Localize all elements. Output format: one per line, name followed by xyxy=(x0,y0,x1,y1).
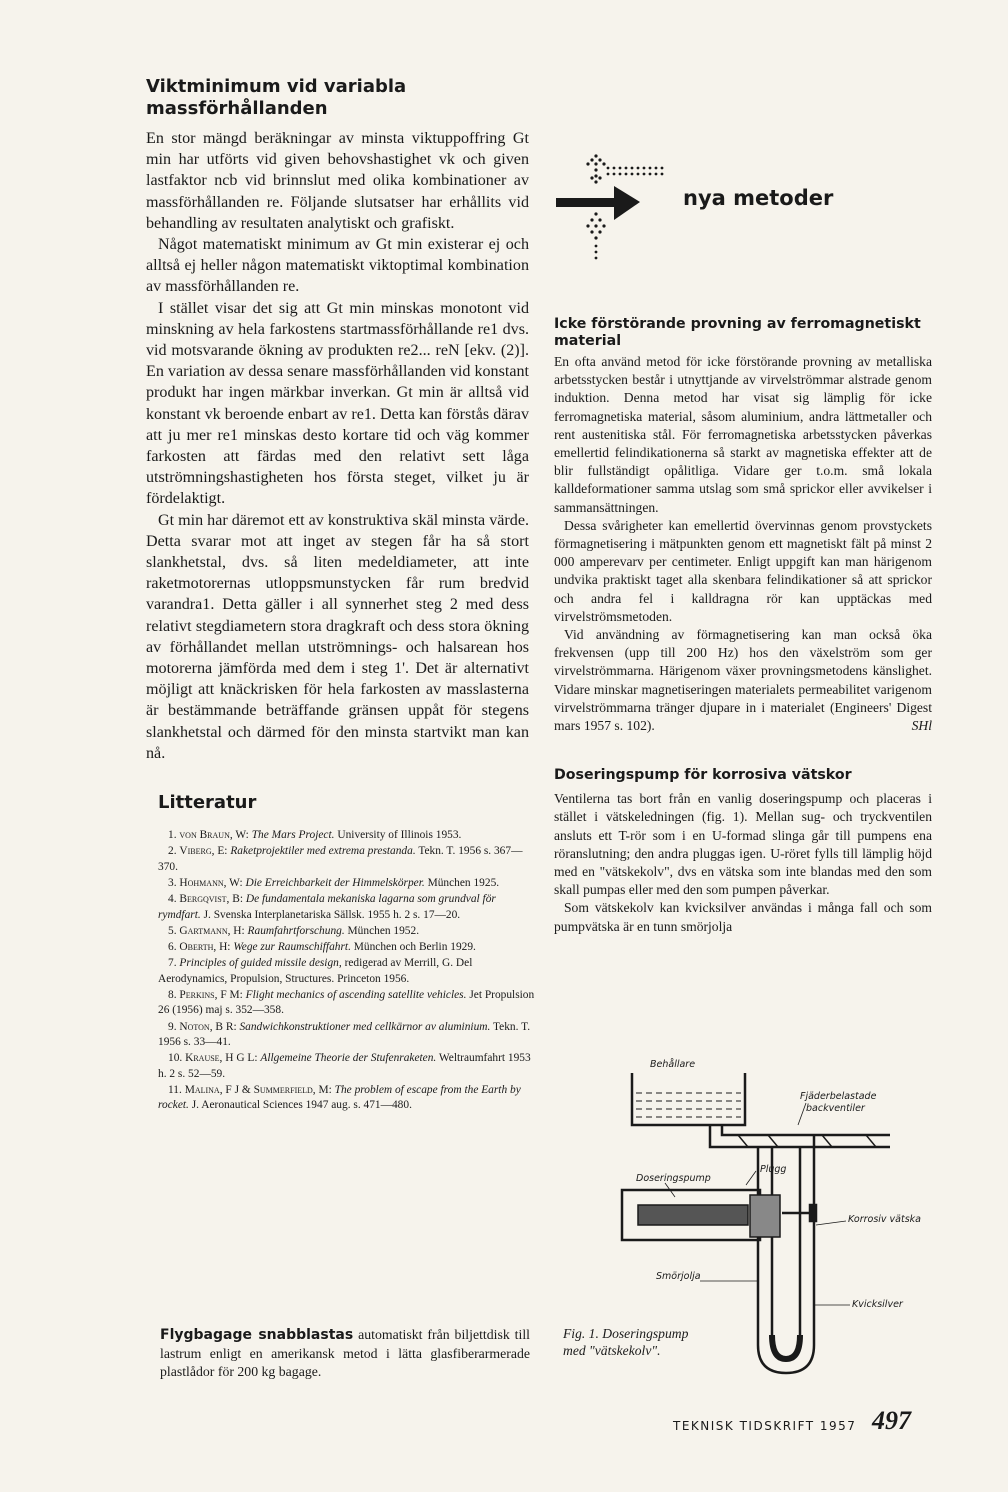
reference-item xyxy=(158,924,535,939)
reference-title: De fundamentala mekaniska lagarna som grundval för rymdfart. xyxy=(158,893,496,921)
paragraph: Ventilerna tas bort från en vanlig doseringspump och placeras i stället i vätskeledningen (fig. 1). Mellan sug- och tryckventilen ansluts ett T-rör som i en U-formad slinga går till pumpens ena röranslutning; den andra pluggas igen. U-röret fylls till lämplig höjd med en "vätskekolv", dvs en vätska som inte blandas med den som skall pumpas eller med den som pumpen påverkar. xyxy=(554,791,932,898)
reference-item xyxy=(158,956,535,987)
reference-author: Viberg, E: xyxy=(179,845,228,858)
check-valves xyxy=(738,1135,876,1147)
reference-title: The Mars Project. xyxy=(251,829,335,842)
reference-num: 6. xyxy=(168,941,177,954)
reference-rest: Tekn. T. 1956 s. 367—370. xyxy=(158,845,523,873)
label-valves-2: backventiler xyxy=(806,1103,865,1114)
reference-rest: J. Svenska Interplanetariska Sällsk. 1955 h. 2 s. 17—20. xyxy=(203,908,461,921)
article-heading-dosering: Doseringspump för korrosiva vätskor xyxy=(554,767,852,784)
label-pump: Doseringspump xyxy=(636,1173,711,1184)
article-heading-icke: Icke förstörande provning av ferromagnetiskt material xyxy=(554,316,921,349)
figure-caption: Fig. 1. Doseringspump med "vätskekolv". xyxy=(563,1326,689,1358)
reference-author: Oberth, H: xyxy=(179,941,231,954)
label-plug: Plugg xyxy=(760,1164,787,1175)
paragraph xyxy=(554,626,932,735)
footer-journal: TEKNISK TIDSKRIFT 1957 xyxy=(673,1419,857,1433)
label-corrosive: Korrosiv vätska xyxy=(848,1214,921,1225)
reference-author: von Braun, W: xyxy=(179,829,249,842)
dotted-arrow-up-left xyxy=(586,154,663,183)
literature-heading: Litteratur xyxy=(158,792,257,814)
reference-num: 7. xyxy=(168,957,177,970)
reference-item xyxy=(158,1051,535,1082)
paragraph: Gt min har däremot ett av konstruktiva skäl minsta värde. Detta svarar mot att inget av stegen får ha så stort slankhetstal, dvs. så liten medeldiameter, att inte raketmotorernas utloppsmunstycken får rum bredvid varandra1. Detta gäller i all synnerhet steg 2 med dess relativt stegdiametern stora dragkraft och dess stora ökning av förhållandet mellan utströmnings- och halsarean hos motorerna jämförda med dem i steg 1'. Det är alternativt möjligt att knäckrisken för hela farkosten av masslasterna är bestämmande beträffande gränsen uppåt för stegens slankhetstal och därmed för den minsta startvikt man kan nå. xyxy=(146,511,529,762)
label-container: Behållare xyxy=(650,1059,696,1070)
label-valves: Fjäderbelastade xyxy=(800,1091,877,1102)
paragraph: En stor mängd beräkningar av minsta viktuppoffring Gt min har utförts vid given behovshastighet vk och given lastfaktor ncb vid brinnslut med olika kombinationer av massförhållanden re. Följande slutsatser har erhållits vid behandling av resultaten analytiskt och grafiskt. xyxy=(146,130,529,232)
reference-num: 8. xyxy=(168,989,177,1002)
mercury xyxy=(772,1335,800,1359)
reference-item xyxy=(158,1020,535,1051)
reference-title: Raketprojektiler med extrema prestanda. xyxy=(230,845,416,858)
reference-title: Sandwichkonstruktioner med cellkärnor av aluminium. xyxy=(239,1020,491,1033)
flygbagage-heading: Flygbagage snabblastas xyxy=(160,1327,354,1343)
reference-item xyxy=(158,876,535,891)
left-column xyxy=(146,76,535,1114)
article-body-icke xyxy=(554,353,932,735)
reference-item xyxy=(158,844,535,875)
reference-title: Wege zur Raumschiffahrt. xyxy=(233,941,351,954)
reference-list xyxy=(158,828,535,1113)
reference-title: The problem of escape from the Earth by rocket. xyxy=(158,1083,521,1112)
flygbagage-text: automatiskt från biljettdisk till lastrum enligt en amerikansk metod i lätta glasfiberarmerade plastlådor för 200 kg bagage. xyxy=(160,1327,531,1379)
reference-author: Krause, H G L: xyxy=(185,1052,258,1065)
article-body-viktminimum xyxy=(146,128,529,764)
u-tube-inner xyxy=(772,1147,800,1359)
reference-rest: University of Illinois 1953. xyxy=(337,829,462,842)
pump-head xyxy=(750,1195,780,1237)
reference-author: Noton, B R: xyxy=(179,1020,237,1033)
paragraph: Som vätskekolv kan kvicksilver användas i många fall och som pumpvätska är en tunn smörjolja xyxy=(554,900,932,934)
reference-item xyxy=(158,988,535,1019)
reference-rest: Tekn. T. 1956 s. 33—41. xyxy=(158,1020,531,1048)
pump-piston xyxy=(638,1205,748,1225)
solid-arrow-right xyxy=(556,186,640,220)
reference-num: 2. xyxy=(168,845,177,858)
label-mercury: Kvicksilver xyxy=(852,1299,903,1310)
reference-item xyxy=(158,1083,535,1114)
reference-rest: Weltraumfahrt 1953 h. 2 s. 52—59. xyxy=(158,1052,531,1080)
paragraph: Dessa svårigheter kan emellertid övervinnas genom provstyckets förmagnetisering i mätpunkten genom ett magnetiskt fält på minst 2 000 amperevarv per centimeter. Enligt uppgift kan man härigenom undvika praktiskt taget alla skenbara felindikationer så att sprickor och andra fel i kalldragna rör kan upptäckas med virvelströmsmetoden. xyxy=(554,517,932,624)
reference-num: 10. xyxy=(168,1052,183,1065)
reference-author: Bergqvist, B: xyxy=(179,893,244,906)
reference-num: 11. xyxy=(168,1083,182,1096)
right-column xyxy=(554,316,932,936)
reference-item xyxy=(158,940,535,955)
article-body-dosering xyxy=(554,790,932,936)
reference-rest: München 1925. xyxy=(427,876,500,889)
reference-item xyxy=(158,892,535,923)
reference-title: Allgemeine Theorie der Stufenraketen. xyxy=(260,1052,437,1065)
reference-num: 1. xyxy=(168,829,177,842)
reference-num: 3. xyxy=(168,876,177,889)
reference-author: Malina, F J & Summerfield, M: xyxy=(184,1083,332,1096)
dotted-arrow-down xyxy=(586,212,605,259)
pipe-upper-inner xyxy=(722,1125,890,1135)
reference-title: Principles of guided missile design, xyxy=(179,957,342,970)
reference-title: Die Erreichbarkeit der Himmelskörper. xyxy=(245,876,425,889)
paragraph: I stället visar det sig att Gt min minskas monotont vid minskning av hela farkostens startmassförhållande re1 dvs. vid motsvarande ökning av produkten re2... reN [ekv. (2)]. En variation av dessa senare massförhållanden vid konstant produkt har ingen märkbar inverkan. Gt min är alltså vid konstant vk beroende enbart av re1. Detta kan förstås därav att ju mer re1 minskas desto kortare tid och väg kommer farkosten att färdas med den relativt sett låga utströmningshastigheten hos första steget, vilket ju är fördelaktigt. xyxy=(146,299,530,508)
reference-rest: München och Berlin 1929. xyxy=(353,941,476,954)
signature: SHl xyxy=(911,718,932,734)
reference-num: 9. xyxy=(168,1020,177,1033)
reference-author: Perkins, F M: xyxy=(179,989,243,1002)
reference-rest: redigerad av Merrill, G. Del Aerodynamics, Propulsion, Structures. Princeton 1956. xyxy=(158,957,473,985)
article-heading-viktminimum: Viktminimum vid variabla massförhållanden xyxy=(146,76,407,119)
paragraph: Något matematiskt minimum av Gt min existerar ej och alltså ej heller någon matematiskt viktoptimal kombination av massförhållanden re. xyxy=(146,236,529,296)
reference-rest: J. Aeronautical Sciences 1947 aug. s. 471—480. xyxy=(191,1099,412,1112)
reference-author: Hohmann, W: xyxy=(179,876,243,889)
paragraph-text: Vid användning av förmagnetisering kan man också öka frekvensen (upp till 200 Hz) hos den växelström som ger virvelströmmarna. Härigenom växer provningsmetodens känslighet. Vidare minskar magnetiseringen materialets permeabilitet varigenom virvelströmmarna tränger djupare in i materialet (Engineers' Digest mars 1957 s. 102). xyxy=(554,627,932,734)
paragraph: En ofta använd metod för icke förstörande provning av metalliska arbetsstycken består i utnyttjande av virvelströmmar alstrade genom induktion. Denna metod har visat sig lämplig för icke ferromagnetiska material, såsom aluminium, andra lättmetaller och rent austenitiska stål. För ferromagnetiska arbetsstycken påverkas emellertid felindikationerna så starkt av magnetiska effekter att de blir fullständigt opålitliga. Vidare ger t.o.m. små lokala kalldeformationer samma utslag som små sprickor eller avvikelser i sammansättningen. xyxy=(554,354,932,515)
page-number: 497 xyxy=(872,1406,911,1435)
reference-author: Gartmann, H: xyxy=(179,924,245,937)
label-oil: Smörjolja xyxy=(656,1271,701,1282)
container-liquid xyxy=(636,1093,741,1117)
reference-num: 5. xyxy=(168,924,177,937)
reference-rest: Jet Propulsion 26 (1956) maj s. 352—358. xyxy=(158,989,535,1017)
reference-title: Raumfahrtforschung. xyxy=(247,924,345,937)
reference-item xyxy=(158,828,535,843)
reference-num: 4. xyxy=(168,893,177,906)
reference-title: Flight mechanics of ascending satellite vehicles. xyxy=(245,989,467,1002)
nya-metoder-title: nya metoder xyxy=(683,186,834,210)
flygbagage-notice xyxy=(160,1326,530,1382)
reference-rest: München 1952. xyxy=(347,924,420,937)
